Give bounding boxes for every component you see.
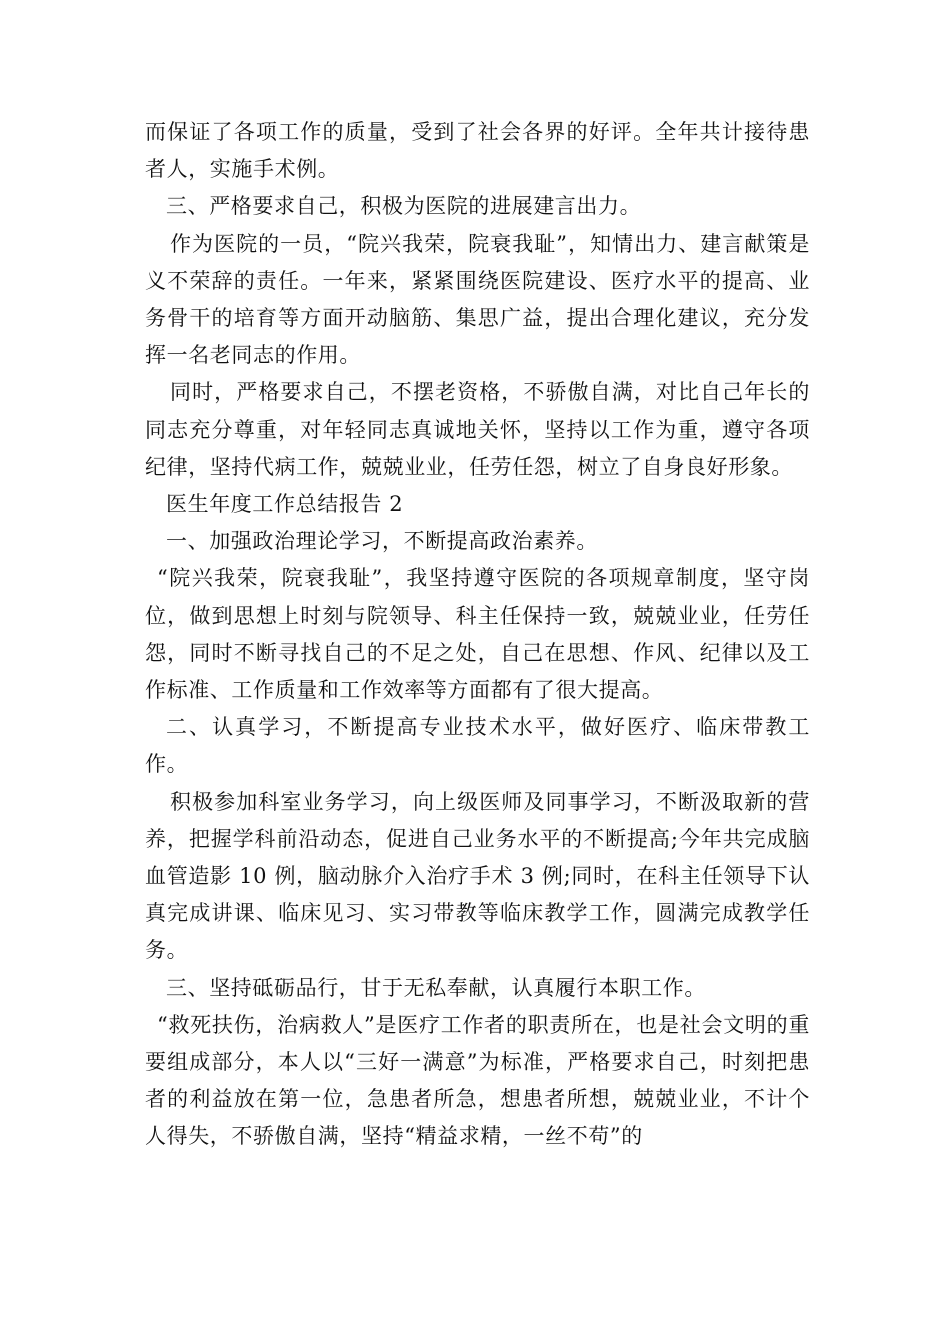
paragraph-hospital-rules: “院兴我荣，院衰我耻”，我坚持遵守医院的各项规章制度，坚守岗位，做到思想上时刻与院领导、科主任保持一致，兢兢业业，任劳任怨，同时不断寻找自己的不足之处，自己在思想、作风、纪律以及工作标准、工作质量和工作效率等方面都有了很大提高。 [145,566,810,703]
paragraph-hospital-member: 作为医院的一员，“院兴我荣，院衰我耻”，知情出力、建言献策是义不荣辞的责任。一年来，紧紧围绕医院建设、医疗水平的提高、业务骨干的培育等方面开动脑筋、集思广益，提出合理化建议，充分发挥一名老同志的作用。 [145,231,810,368]
report-title-2: 医生年度工作总结报告 2 [166,492,404,517]
paragraph-rescue-duty: “救死扶伤，治病救人”是医疗工作者的职责所在，也是社会文明的重要组成部分，本人以“三好一满意”为标准，严格要求自己，时刻把患者的利益放在第一位，急患者所急，想患者所想，兢兢业业，不计个人得失，不骄傲自满，坚持“精益求精，一丝不苟”的 [145,1012,810,1149]
heading-section-one-political-study: 一、加强政治理论学习，不断提高政治素养。 [166,529,598,554]
document-body [145,114,810,1156]
paragraph-strict-self: 同时，严格要求自己，不摆老资格，不骄傲自满，对比自己年长的同志充分尊重，对年轻同志真诚地关怀，坚持以工作为重，遵守各项纪律，坚持代病工作，兢兢业业，任劳任怨，树立了自身良好形象。 [145,380,810,479]
heading-section-two-learning: 二、认真学习，不断提高专业技术水平，做好医疗、临床带教工作。 [145,715,810,777]
heading-section-three-strict-requirements: 三、严格要求自己，积极为医院的进展建言出力。 [166,194,642,219]
heading-section-three-character: 三、坚持砥砺品行，甘于无私奉献，认真履行本职工作。 [166,975,706,1000]
paragraph-department-study: 积极参加科室业务学习，向上级医师及同事学习，不断汲取新的营养，把握学科前沿动态，促进自己业务水平的不断提高;今年共完成脑血管造影 10 例，脑动脉介入治疗手术 3 例;同时，在科主任领导下认真完成讲课、临床见习、实习带教等临床教学工作，圆满完成教学任务。 [145,789,810,963]
paragraph-continued-quality: 而保证了各项工作的质量，受到了社会各界的好评。全年共计接待患者人，实施手术例。 [145,120,810,182]
